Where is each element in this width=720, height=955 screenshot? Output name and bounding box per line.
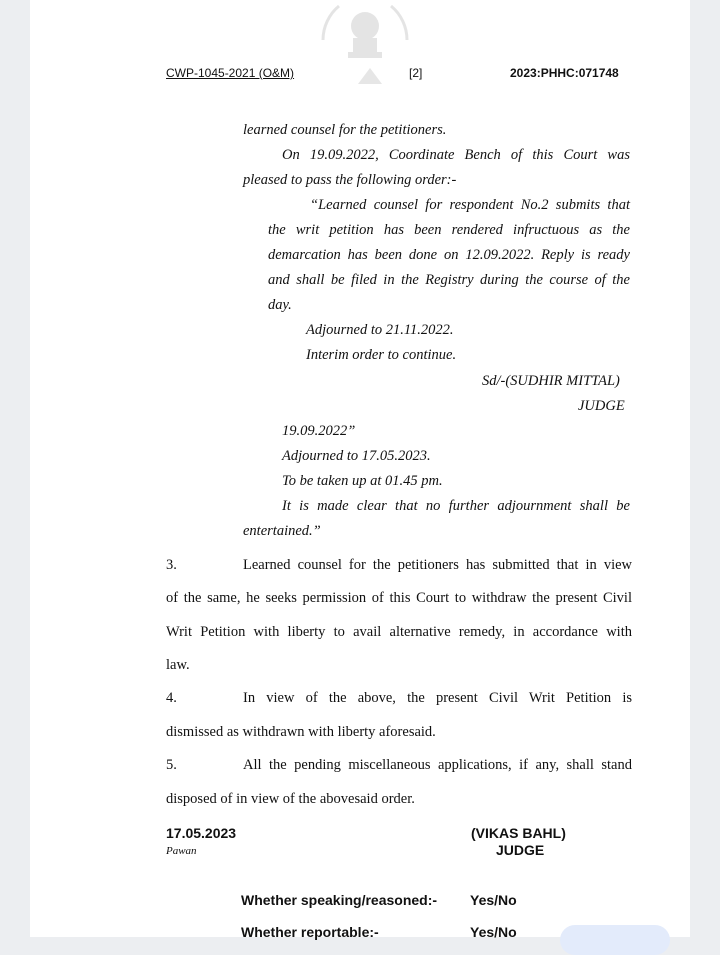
paragraph-line: dismissed as withdrawn with liberty aforesaid. — [166, 724, 436, 740]
watermark-triangle-icon — [358, 68, 382, 84]
quoted-order-line: demarcation has been done on 12.09.2022. Reply is ready — [268, 247, 630, 263]
case-number: CWP-1045-2021 (O&M) — [166, 66, 295, 80]
quoted-interim: Interim order to continue. — [306, 347, 457, 363]
paragraph-line: Writ Petition with liberty to avail alternative remedy, in accordance with — [166, 624, 632, 640]
order-time: To be taken up at 01.45 pm. — [282, 473, 443, 489]
paragraph-number: 3. — [166, 557, 177, 573]
floating-action-button[interactable] — [560, 925, 670, 955]
paragraph-line: Learned counsel for the petitioners has submitted that in view — [243, 557, 632, 573]
paragraph-line: In view of the above, the present Civil Writ Petition is — [243, 690, 632, 706]
order-adjourned: Adjourned to 17.05.2023. — [282, 448, 431, 464]
speaking-label: Whether speaking/reasoned:- — [241, 892, 438, 908]
paragraph-line: law. — [166, 657, 190, 673]
quoted-judge: JUDGE — [578, 398, 625, 414]
document-page — [30, 0, 690, 940]
quoted-order-line: “Learned counsel for respondent No.2 submits that — [310, 197, 630, 213]
paragraph-line: All the pending miscellaneous applications, if any, shall stand — [243, 757, 632, 773]
judge-title: JUDGE — [496, 842, 545, 858]
quoted-date: 19.09.2022” — [282, 423, 356, 439]
quoted-order-line: and shall be filed in the Registry during the course of the — [268, 272, 630, 288]
paragraph-line: disposed of in view of the abovesaid order. — [166, 791, 415, 807]
page-number: [2] — [409, 66, 423, 80]
order-line: learned counsel for the petitioners. — [243, 122, 447, 138]
order-line: pleased to pass the following order:- — [243, 172, 457, 188]
order-line: It is made clear that no further adjournment shall be — [282, 498, 630, 514]
judge-name: (VIKAS BAHL) — [471, 825, 566, 841]
quoted-order-line: day. — [268, 297, 292, 313]
order-line: On 19.09.2022, Coordinate Bench of this Court was — [282, 147, 630, 163]
quoted-order-line: the writ petition has been rendered infructuous as the — [268, 222, 630, 238]
speaking-value: Yes/No — [470, 892, 517, 908]
emblem-watermark-icon — [315, 0, 415, 66]
reportable-value: Yes/No — [470, 924, 517, 940]
quoted-signature: Sd/-(SUDHIR MITTAL) — [482, 373, 620, 389]
quoted-adjourned: Adjourned to 21.11.2022. — [306, 322, 454, 338]
paragraph-number: 5. — [166, 757, 177, 773]
order-line: entertained.” — [243, 523, 321, 539]
judgment-date: 17.05.2023 — [166, 825, 237, 841]
typist-initials: Pawan — [166, 845, 197, 857]
paragraph-line: of the same, he seeks permission of this Court to withdraw the present Civil — [166, 590, 632, 606]
reportable-label: Whether reportable:- — [241, 924, 379, 940]
paragraph-number: 4. — [166, 690, 177, 706]
neutral-citation: 2023:PHHC:071748 — [510, 66, 619, 80]
